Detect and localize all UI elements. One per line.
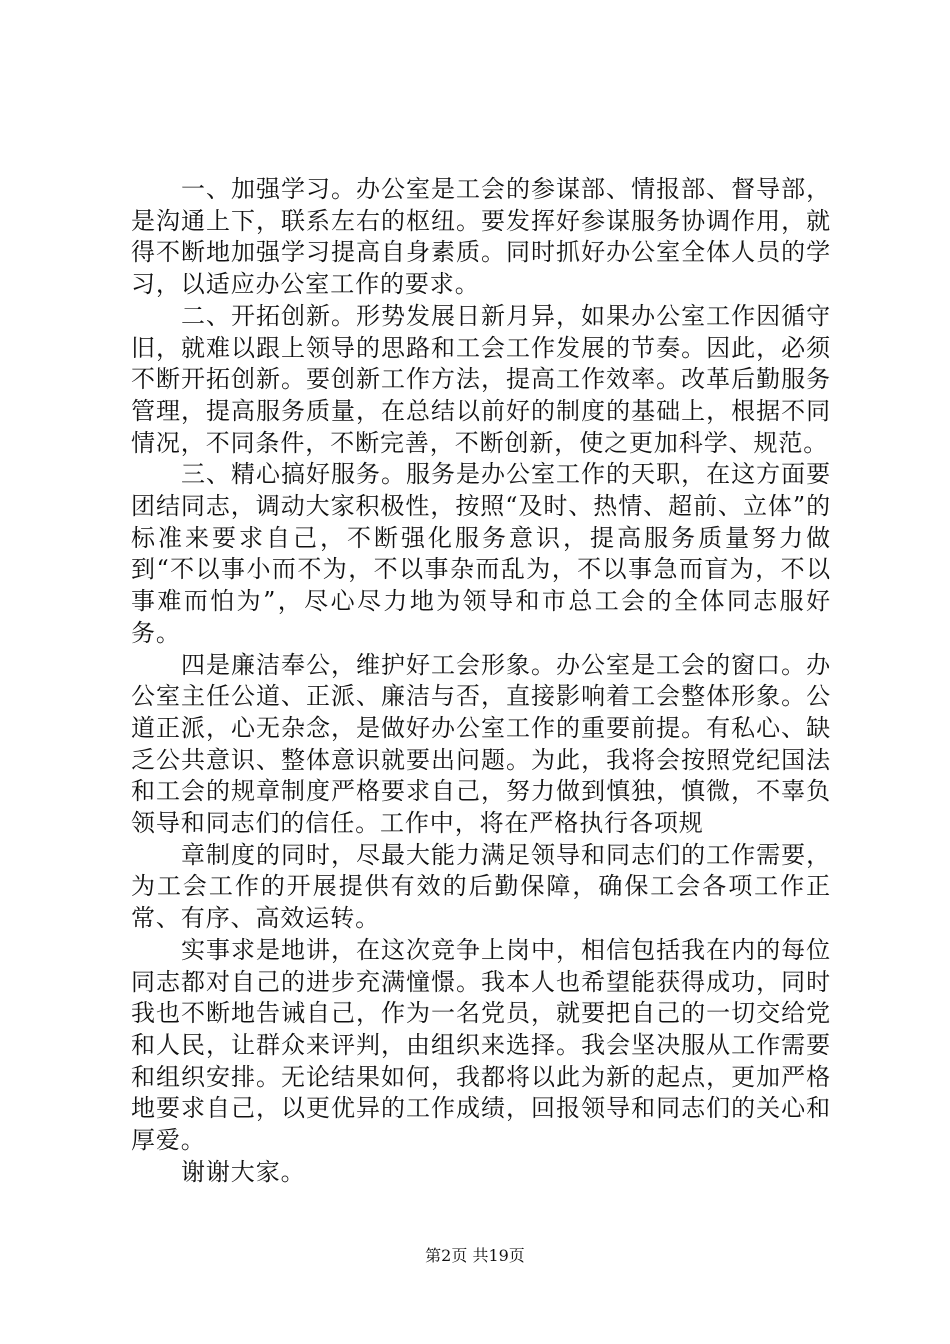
paragraph-study: 一、加强学习。办公室是工会的参谋部、情报部、督导部，是沟通上下，联系左右的枢纽。要发挥好参谋服务协调作用，就得不断地加强学习提高自身素质。同时抓好办公室全体人员的学习，以适应办公室工作的要求。	[131, 175, 831, 299]
paragraph-thanks: 谢谢大家。	[181, 1157, 306, 1186]
paragraph-integrity-continued: 章制度的同时，尽最大能力满足领导和同志们的工作需要，为工会工作的开展提供有效的后勤保障，确保工会各项工作正常、有序、高效运转。	[131, 840, 831, 933]
paragraph-conclusion: 实事求是地讲，在这次竞争上岗中，相信包括我在内的每位同志都对自己的进步充满憧憬。我本人也希望能获得成功，同时我也不断地告诫自己，作为一名党员，就要把自己的一切交给党和人民，让群众来评判，由组织来选择。我会坚决服从工作需要和组织安排。无论结果如何，我都将以此为新的起点，更加严格地要求自己，以更优异的工作成绩，回报领导和同志们的关心和厚爱。	[131, 935, 831, 1155]
paragraph-service: 三、精心搞好服务。服务是办公室工作的天职，在这方面要团结同志，调动大家积极性，按照“及时、热情、超前、立体”的标准来要求自己，不断强化服务意识，提高服务质量努力做到“不以事小而不为，不以事杂而乱为，不以事急而盲为，不以事难而怕为”，尽心尽力地为领导和市总工会的全体同志服好务。	[131, 460, 831, 647]
paragraph-innovation: 二、开拓创新。形势发展日新月异，如果办公室工作因循守旧，就难以跟上领导的思路和工会工作发展的节奏。因此，必须不断开拓创新。要创新工作方法，提高工作效率。改革后勤服务管理，提高服务质量，在总结以前好的制度的基础上，根据不同情况，不同条件，不断完善，不断创新，使之更加科学、规范。	[131, 301, 831, 457]
page-number-footer: 第2页 共19页	[425, 1246, 525, 1265]
paragraph-integrity: 四是廉洁奉公，维护好工会形象。办公室是工会的窗口。办公室主任公道、正派、廉洁与否，直接影响着工会整体形象。公道正派，心无杂念，是做好办公室工作的重要前提。有私心、缺乏公共意识、整体意识就要出问题。为此，我将会按照党纪国法和工会的规章制度严格要求自己，努力做到慎独，慎微，不辜负领导和同志们的信任。工作中，将在严格执行各项规	[131, 650, 831, 838]
document-body	[131, 174, 831, 1189]
